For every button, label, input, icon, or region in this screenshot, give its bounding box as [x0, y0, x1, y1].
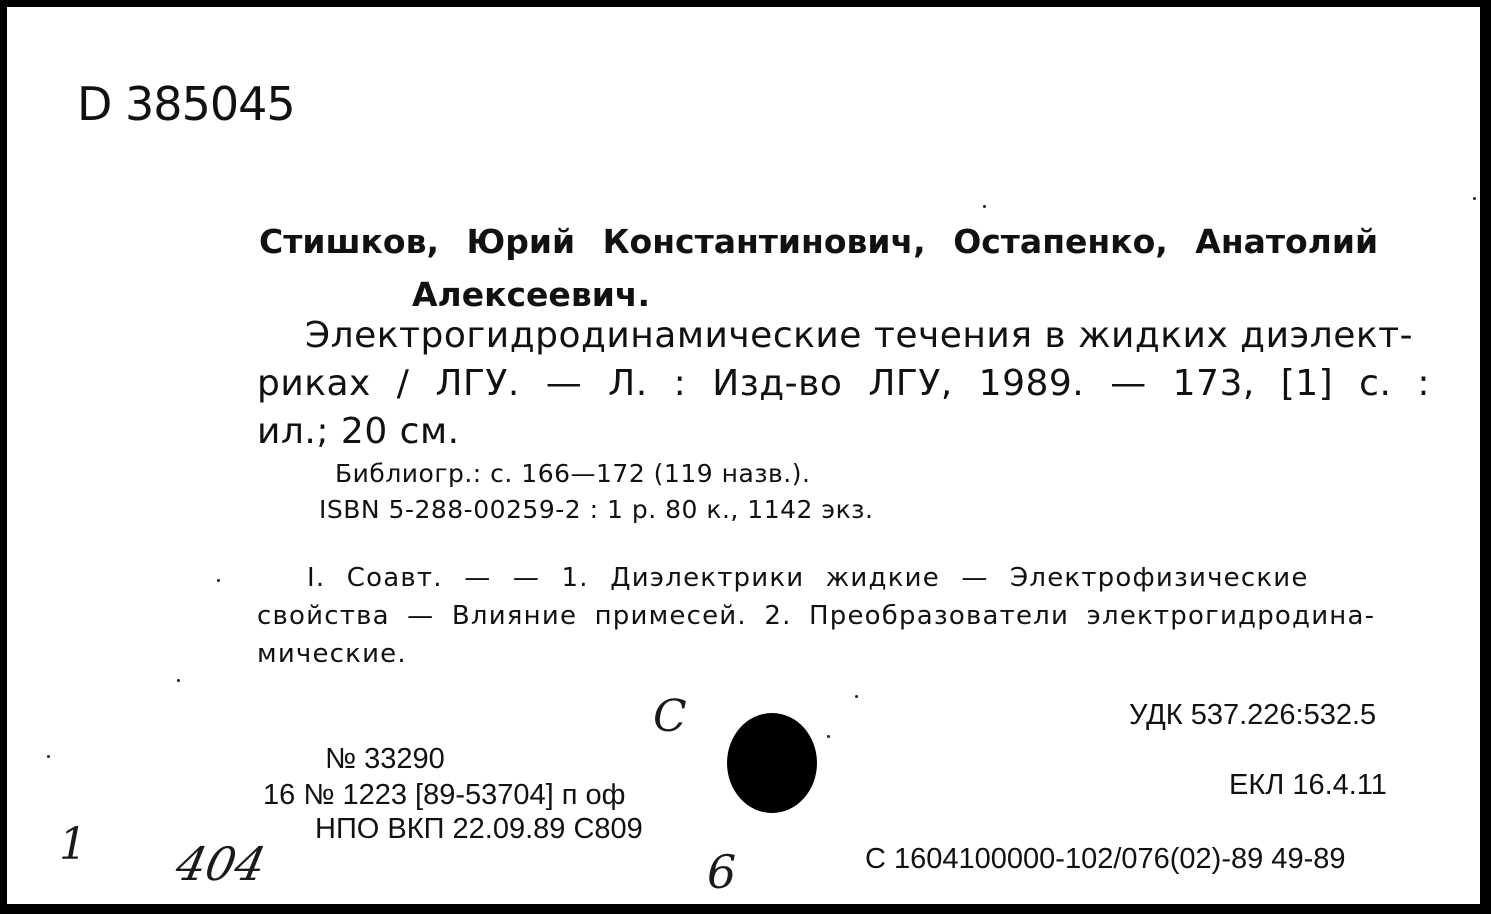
tracing-line-2: свойства — Влияние примесей. 2. Преобразователи электрогидродина-	[257, 601, 1376, 631]
order-line: 16 № 1223 [89-53704] п оф	[263, 779, 626, 811]
handwritten-mark-1: 1	[59, 819, 87, 870]
catalog-card	[4, 4, 1483, 907]
ekl-code: ЕКЛ 16.4.11	[1229, 769, 1387, 801]
title-line-1: Электрогидродинамические течения в жидких диэлект-	[305, 315, 1414, 356]
isbn-line: ISBN 5-288-00259-2 : 1 р. 80 к., 1142 экз.	[319, 495, 874, 524]
title-line-2: риках / ЛГУ. — Л. : Изд-во ЛГУ, 1989. — 173, [1] с. :	[257, 363, 1430, 404]
tracing-line-1: I. Соавт. — — 1. Диэлектрики жидкие — Электрофизические	[307, 563, 1309, 593]
speck	[983, 205, 986, 208]
udc-code: УДК 537.226:532.5	[1129, 699, 1377, 731]
authors-line: Стишков, Юрий Константинович, Остапенко, Анатолий	[259, 222, 1379, 261]
authors-continuation: Алексеевич.	[412, 275, 651, 314]
speck	[217, 579, 220, 582]
title-line-3: ил.; 20 см.	[257, 411, 460, 452]
speck	[1473, 197, 1476, 200]
punch-hole	[727, 713, 817, 813]
speck	[827, 735, 830, 738]
tracing-line-3: мические.	[257, 639, 407, 669]
handwritten-mark-6: 6	[707, 845, 737, 899]
record-number: № 33290	[325, 743, 445, 775]
bibliography-note: Библиогр.: с. 166—172 (119 назв.).	[335, 459, 811, 488]
shelf-mark: D 385045	[77, 77, 295, 131]
speck	[855, 695, 858, 698]
handwritten-letter: С	[653, 691, 687, 742]
classification-code: С 1604100000-102/076(02)-89 49-89	[865, 843, 1346, 875]
speck	[177, 679, 180, 682]
printer-line: НПО ВКП 22.09.89 С809	[315, 813, 643, 845]
speck	[47, 755, 50, 758]
handwritten-number: 404	[171, 837, 271, 891]
